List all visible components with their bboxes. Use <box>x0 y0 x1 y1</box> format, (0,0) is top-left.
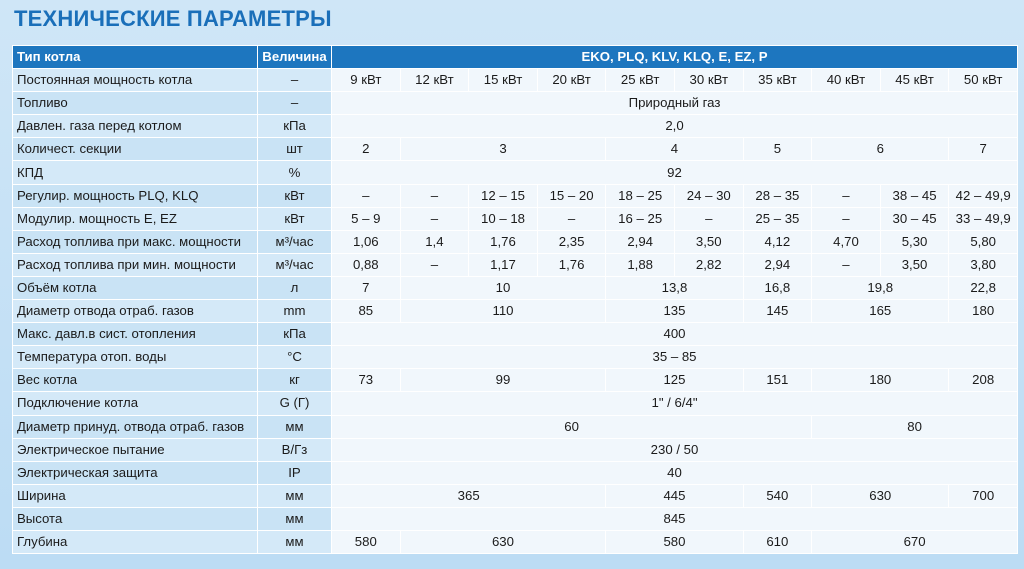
value-cell: 1,76 <box>469 230 538 253</box>
value-cell: 230 / 50 <box>332 438 1018 461</box>
value-cell: 165 <box>812 300 949 323</box>
value-cell: 2,82 <box>674 253 743 276</box>
param-unit: мм <box>258 415 332 438</box>
value-cell: 10 – 18 <box>469 207 538 230</box>
table-row <box>13 392 1018 415</box>
value-cell: – <box>332 184 401 207</box>
value-cell: 18 – 25 <box>606 184 675 207</box>
value-cell: 28 – 35 <box>743 184 812 207</box>
value-cell: 845 <box>332 507 1018 530</box>
value-cell: 3,50 <box>880 253 949 276</box>
value-cell: 99 <box>400 369 606 392</box>
value-cell: 1" / 6/4" <box>332 392 1018 415</box>
param-unit: кг <box>258 369 332 392</box>
value-cell: 73 <box>332 369 401 392</box>
param-unit: % <box>258 161 332 184</box>
value-cell: – <box>812 207 881 230</box>
table-row <box>13 484 1018 507</box>
value-cell: 40 кВт <box>812 69 881 92</box>
table-row <box>13 161 1018 184</box>
value-cell: 630 <box>400 530 606 553</box>
value-cell: – <box>812 253 881 276</box>
header-models: EKO, PLQ, KLV, KLQ, E, EZ, P <box>332 46 1018 69</box>
param-name: Макс. давл.в сист. отопления <box>13 323 258 346</box>
value-cell: 10 <box>400 276 606 299</box>
value-cell: 24 – 30 <box>674 184 743 207</box>
value-cell: 9 кВт <box>332 69 401 92</box>
param-unit: шт <box>258 138 332 161</box>
table-header-row <box>13 46 1018 69</box>
param-name: Глубина <box>13 530 258 553</box>
param-name: Количест. секции <box>13 138 258 161</box>
value-cell: 540 <box>743 484 812 507</box>
param-unit: IP <box>258 461 332 484</box>
value-cell: 2,94 <box>606 230 675 253</box>
value-cell: 4 <box>606 138 743 161</box>
value-cell: 85 <box>332 300 401 323</box>
value-cell: 2,0 <box>332 115 1018 138</box>
table-row <box>13 300 1018 323</box>
table-row <box>13 184 1018 207</box>
value-cell: 50 кВт <box>949 69 1018 92</box>
value-cell: 3 <box>400 138 606 161</box>
param-unit: кВт <box>258 207 332 230</box>
param-name: Модулир. мощность E, EZ <box>13 207 258 230</box>
table-row <box>13 253 1018 276</box>
param-name: Объём котла <box>13 276 258 299</box>
value-cell: 5,30 <box>880 230 949 253</box>
value-cell: 2,94 <box>743 253 812 276</box>
value-cell: 7 <box>332 276 401 299</box>
param-name: Расход топлива при макс. мощности <box>13 230 258 253</box>
value-cell: 60 <box>332 415 812 438</box>
value-cell: 20 кВт <box>537 69 606 92</box>
value-cell: 92 <box>332 161 1018 184</box>
specs-table <box>12 45 1018 554</box>
table-row <box>13 415 1018 438</box>
table-row <box>13 115 1018 138</box>
param-name: КПД <box>13 161 258 184</box>
param-name: Вес котла <box>13 369 258 392</box>
param-name: Топливо <box>13 92 258 115</box>
value-cell: 580 <box>606 530 743 553</box>
value-cell: – <box>674 207 743 230</box>
value-cell: 610 <box>743 530 812 553</box>
value-cell: 5 <box>743 138 812 161</box>
value-cell: 6 <box>812 138 949 161</box>
param-unit: мм <box>258 507 332 530</box>
value-cell: 16 – 25 <box>606 207 675 230</box>
value-cell: 3,50 <box>674 230 743 253</box>
value-cell: 180 <box>949 300 1018 323</box>
value-cell: 400 <box>332 323 1018 346</box>
value-cell: 445 <box>606 484 743 507</box>
value-cell: – <box>537 207 606 230</box>
value-cell: 16,8 <box>743 276 812 299</box>
value-cell: – <box>400 207 469 230</box>
param-name: Диаметр отвода отраб. газов <box>13 300 258 323</box>
value-cell: 33 – 49,9 <box>949 207 1018 230</box>
value-cell: 365 <box>332 484 606 507</box>
page-title: ТЕХНИЧЕСКИЕ ПАРАМЕТРЫ <box>14 6 332 31</box>
value-cell: 12 – 15 <box>469 184 538 207</box>
value-cell: 40 <box>332 461 1018 484</box>
value-cell: 4,12 <box>743 230 812 253</box>
value-cell: 15 – 20 <box>537 184 606 207</box>
value-cell: 135 <box>606 300 743 323</box>
param-unit: °C <box>258 346 332 369</box>
param-name: Подключение котла <box>13 392 258 415</box>
value-cell: 4,70 <box>812 230 881 253</box>
param-unit: – <box>258 69 332 92</box>
value-cell: Природный газ <box>332 92 1018 115</box>
value-cell: 3,80 <box>949 253 1018 276</box>
value-cell: 25 – 35 <box>743 207 812 230</box>
param-unit: кПа <box>258 323 332 346</box>
param-unit: мм <box>258 530 332 553</box>
header-unit: Величина <box>258 46 332 69</box>
param-name: Ширина <box>13 484 258 507</box>
value-cell: 42 – 49,9 <box>949 184 1018 207</box>
value-cell: 630 <box>812 484 949 507</box>
value-cell: 580 <box>332 530 401 553</box>
param-unit: В/Гз <box>258 438 332 461</box>
param-name: Давлен. газа перед котлом <box>13 115 258 138</box>
param-unit: мм <box>258 484 332 507</box>
value-cell: 180 <box>812 369 949 392</box>
value-cell: 1,17 <box>469 253 538 276</box>
table-row <box>13 92 1018 115</box>
value-cell: 5 – 9 <box>332 207 401 230</box>
table-row <box>13 69 1018 92</box>
table-row <box>13 530 1018 553</box>
table-row <box>13 369 1018 392</box>
value-cell: 1,06 <box>332 230 401 253</box>
param-name: Электрическое пытание <box>13 438 258 461</box>
param-unit: G (Г) <box>258 392 332 415</box>
param-name: Температура отоп. воды <box>13 346 258 369</box>
table-body <box>13 69 1018 554</box>
value-cell: 30 – 45 <box>880 207 949 230</box>
value-cell: 30 кВт <box>674 69 743 92</box>
table-row <box>13 438 1018 461</box>
value-cell: 1,88 <box>606 253 675 276</box>
value-cell: 2,35 <box>537 230 606 253</box>
param-unit: м³/час <box>258 230 332 253</box>
table-row <box>13 230 1018 253</box>
value-cell: 125 <box>606 369 743 392</box>
table-row <box>13 323 1018 346</box>
param-unit: кПа <box>258 115 332 138</box>
table-row <box>13 507 1018 530</box>
value-cell: 25 кВт <box>606 69 675 92</box>
value-cell: 80 <box>812 415 1018 438</box>
value-cell: 19,8 <box>812 276 949 299</box>
value-cell: 1,4 <box>400 230 469 253</box>
value-cell: 208 <box>949 369 1018 392</box>
value-cell: 38 – 45 <box>880 184 949 207</box>
value-cell: – <box>812 184 881 207</box>
value-cell: 145 <box>743 300 812 323</box>
value-cell: 700 <box>949 484 1018 507</box>
param-unit: л <box>258 276 332 299</box>
param-name: Регулир. мощность PLQ, KLQ <box>13 184 258 207</box>
header-param: Тип котла <box>13 46 258 69</box>
param-name: Электрическая защита <box>13 461 258 484</box>
value-cell: – <box>400 184 469 207</box>
value-cell: 110 <box>400 300 606 323</box>
param-name: Постоянная мощность котла <box>13 69 258 92</box>
value-cell: 12 кВт <box>400 69 469 92</box>
value-cell: – <box>400 253 469 276</box>
value-cell: 2 <box>332 138 401 161</box>
value-cell: 1,76 <box>537 253 606 276</box>
value-cell: 670 <box>812 530 1018 553</box>
value-cell: 22,8 <box>949 276 1018 299</box>
value-cell: 15 кВт <box>469 69 538 92</box>
value-cell: 0,88 <box>332 253 401 276</box>
param-unit: м³/час <box>258 253 332 276</box>
value-cell: 5,80 <box>949 230 1018 253</box>
table-row <box>13 276 1018 299</box>
table-row <box>13 461 1018 484</box>
param-name: Высота <box>13 507 258 530</box>
param-unit: кВт <box>258 184 332 207</box>
table-row <box>13 207 1018 230</box>
param-unit: mm <box>258 300 332 323</box>
param-name: Расход топлива при мин. мощности <box>13 253 258 276</box>
value-cell: 35 кВт <box>743 69 812 92</box>
value-cell: 151 <box>743 369 812 392</box>
table-row <box>13 138 1018 161</box>
table-row <box>13 346 1018 369</box>
value-cell: 45 кВт <box>880 69 949 92</box>
value-cell: 35 – 85 <box>332 346 1018 369</box>
param-unit: – <box>258 92 332 115</box>
param-name: Диаметр принуд. отвода отраб. газов <box>13 415 258 438</box>
value-cell: 13,8 <box>606 276 743 299</box>
value-cell: 7 <box>949 138 1018 161</box>
